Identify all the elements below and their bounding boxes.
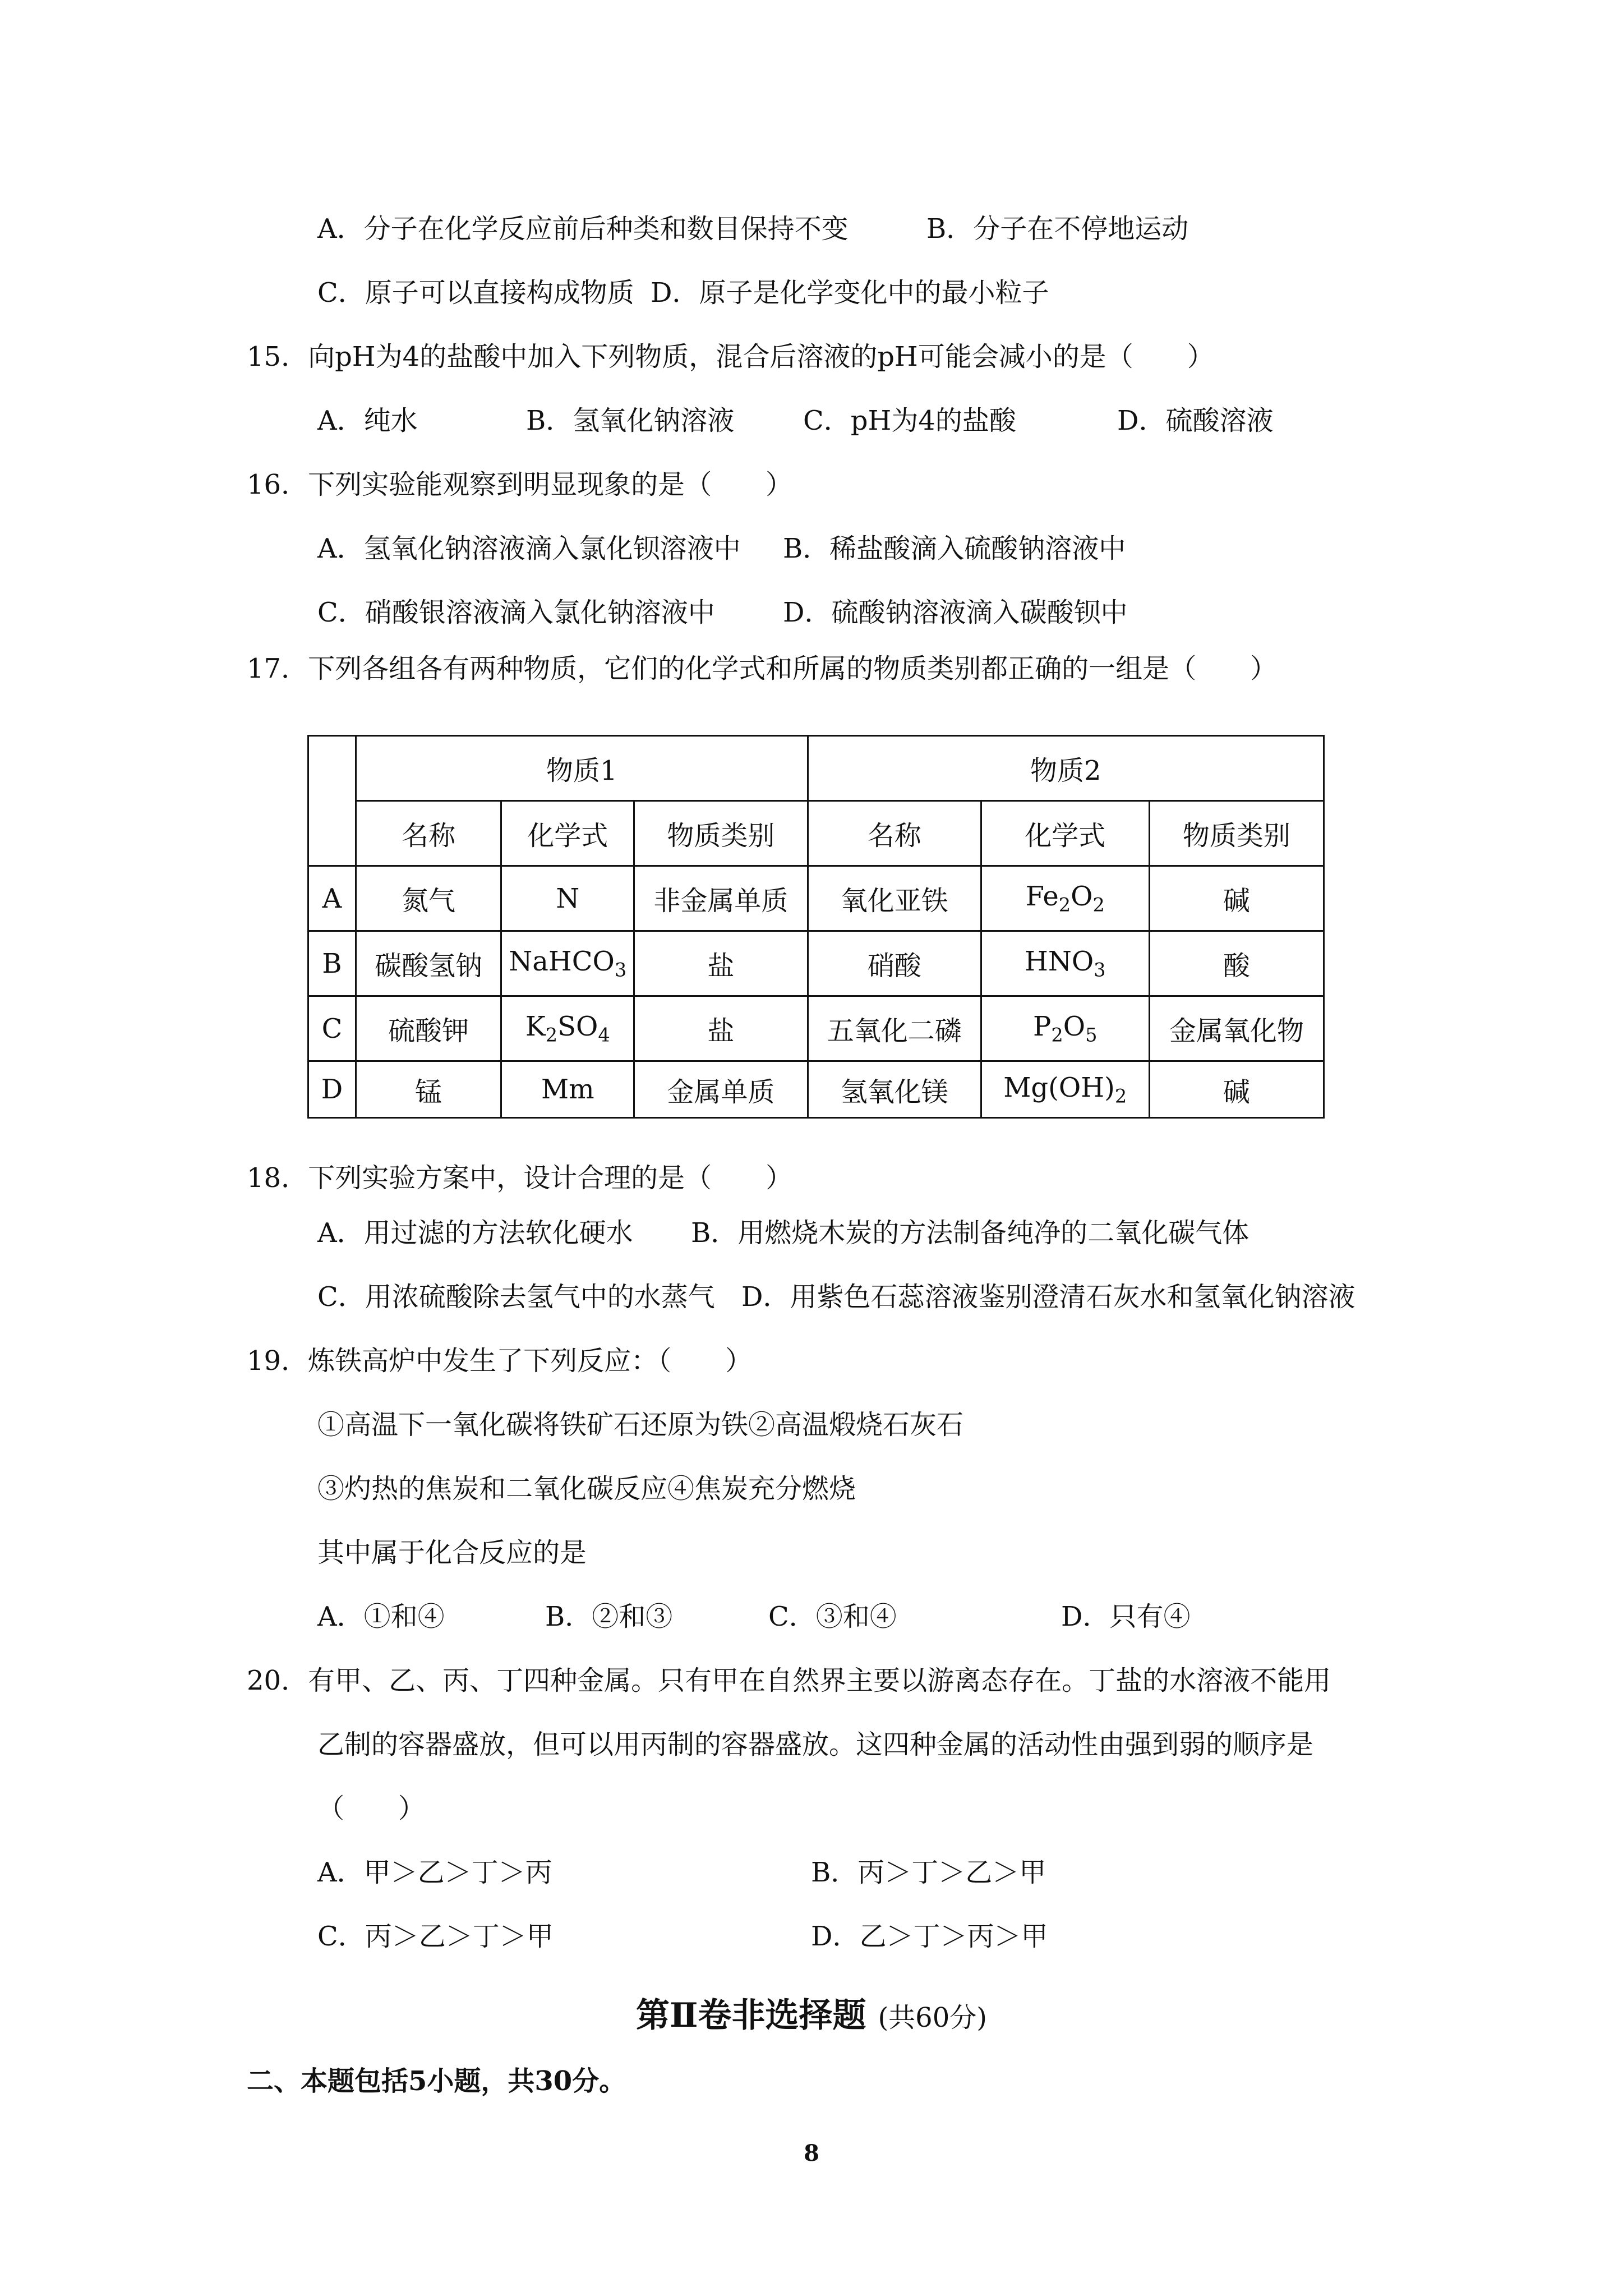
part-two-heading: 二、本题包括5小题，共30分。 — [247, 2065, 626, 2097]
name-1: 锰 — [356, 1061, 501, 1118]
header-substance-2: 物质2 — [808, 736, 1324, 801]
formula-2: $HNO_3$ — [981, 931, 1149, 996]
class-2: 碱 — [1149, 1061, 1324, 1118]
class-1: 金属单质 — [634, 1061, 808, 1118]
row-label: D — [308, 1061, 356, 1118]
q19-ask: 其中属于化合反应的是 — [317, 1537, 587, 1568]
section-title-points: (共60分) — [878, 2002, 987, 2033]
q16-option-d: D．硫酸钠溶液滴入碳酸钡中 — [783, 597, 1128, 628]
substance-table — [307, 735, 1325, 1119]
q14-option-b: B．分子在不停地运动 — [926, 213, 1189, 245]
q14-option-a: A．分子在化学反应前后种类和数目保持不变 — [317, 213, 849, 245]
name-2: 氧化亚铁 — [808, 866, 981, 931]
q20-option-c: C．丙＞乙＞丁＞甲 — [317, 1921, 554, 1952]
q19-reactions-2: ③灼热的焦炭和二氧化碳反应④焦炭充分燃烧 — [317, 1473, 856, 1504]
q19-reactions-1: ①高温下一氧化碳将铁矿石还原为铁②高温煅烧石灰石 — [317, 1409, 964, 1441]
q19-option-a: A．①和④ — [317, 1601, 445, 1632]
q20-option-a: A．甲＞乙＞丁＞丙 — [317, 1857, 552, 1888]
q15-option-d: D．硫酸溶液 — [1117, 405, 1274, 436]
formula-1: N — [501, 866, 634, 931]
row-label: B — [308, 931, 356, 996]
q20-line-3: （ ） — [317, 1793, 426, 1824]
name-1: 碳酸氢钠 — [356, 931, 501, 996]
name-1: 硫酸钾 — [356, 996, 501, 1061]
q20-line-2: 乙制的容器盛放，但可以用丙制的容器盛放。这四种金属的活动性由强到弱的顺序是 — [317, 1729, 1314, 1760]
class-1: 盐 — [634, 996, 808, 1061]
q20-option-b: B．丙＞丁＞乙＞甲 — [811, 1857, 1046, 1888]
q16-option-a: A．氢氧化钠溶液滴入氯化钡溶液中 — [317, 533, 741, 564]
formula-1: Mm — [501, 1061, 634, 1118]
section-title-main: 第Ⅱ卷非选择题 — [635, 1996, 866, 2035]
formula-2: $Mg(OH)_2$ — [981, 1061, 1149, 1118]
header-name-2: 名称 — [808, 801, 981, 866]
q18-option-a: A．用过滤的方法软化硬水 — [317, 1217, 633, 1249]
q20-option-d: D．乙＞丁＞丙＞甲 — [811, 1921, 1048, 1952]
q14-option-c: C．原子可以直接构成物质 — [317, 277, 634, 309]
header-class-2: 物质类别 — [1149, 801, 1324, 866]
table-row — [308, 996, 1324, 1061]
name-2: 硝酸 — [808, 931, 981, 996]
q18-stem: 18．下列实验方案中，设计合理的是（ ） — [247, 1162, 793, 1194]
page-number: 8 — [804, 2140, 819, 2166]
formula-2: $Fe_2O_2$ — [981, 866, 1149, 931]
q19-option-b: B．②和③ — [545, 1601, 673, 1632]
header-substance-1: 物质1 — [356, 736, 808, 801]
header-formula-1: 化学式 — [501, 801, 634, 866]
formula-1: $K_2SO_4$ — [501, 996, 634, 1061]
formula-2: $P_2O_5$ — [981, 996, 1149, 1061]
q16-stem: 16．下列实验能观察到明显现象的是（ ） — [247, 469, 793, 500]
section-title — [0, 1993, 1623, 2040]
class-1: 盐 — [634, 931, 808, 996]
row-label: C — [308, 996, 356, 1061]
header-name-1: 名称 — [356, 801, 501, 866]
class-1: 非金属单质 — [634, 866, 808, 931]
formula-1: NaHCO$_3$ — [501, 931, 634, 996]
q17-stem: 17．下列各组各有两种物质，它们的化学式和所属的物质类别都正确的一组是（ ） — [247, 653, 1278, 684]
q14-option-d: D．原子是化学变化中的最小粒子 — [651, 277, 1049, 309]
table-row — [308, 866, 1324, 931]
class-2: 碱 — [1149, 866, 1324, 931]
q15-option-b: B．氢氧化钠溶液 — [526, 405, 735, 436]
q18-option-b: B．用燃烧木炭的方法制备纯净的二氧化碳气体 — [691, 1217, 1249, 1249]
class-2: 酸 — [1149, 931, 1324, 996]
table-corner-cell — [308, 736, 356, 866]
header-class-1: 物质类别 — [634, 801, 808, 866]
q15-option-a: A．纯水 — [317, 405, 418, 436]
name-2: 五氧化二磷 — [808, 996, 981, 1061]
q16-option-b: B．稀盐酸滴入硫酸钠溶液中 — [783, 533, 1126, 564]
table-row — [308, 1061, 1324, 1118]
q16-option-c: C．硝酸银溶液滴入氯化钠溶液中 — [317, 597, 715, 628]
q18-option-d: D．用紫色石蕊溶液鉴别澄清石灰水和氢氧化钠溶液 — [741, 1281, 1355, 1313]
q19-stem: 19．炼铁高炉中发生了下列反应：（ ） — [247, 1345, 753, 1377]
q19-option-c: C．③和④ — [768, 1601, 897, 1632]
row-label: A — [308, 866, 356, 931]
q15-option-c: C．pH为4的盐酸 — [803, 405, 1016, 436]
q20-line-1: 20．有甲、乙、丙、丁四种金属。只有甲在自然界主要以游离态存在。丁盐的水溶液不能用 — [247, 1665, 1331, 1696]
table-row — [308, 931, 1324, 996]
q18-option-c: C．用浓硫酸除去氢气中的水蒸气 — [317, 1281, 715, 1313]
name-2: 氢氧化镁 — [808, 1061, 981, 1118]
q19-option-d: D．只有④ — [1061, 1601, 1191, 1632]
class-2: 金属氧化物 — [1149, 996, 1324, 1061]
header-formula-2: 化学式 — [981, 801, 1149, 866]
name-1: 氮气 — [356, 866, 501, 931]
q15-stem: 15．向pH为4的盐酸中加入下列物质，混合后溶液的pH可能会减小的是（ ） — [247, 341, 1214, 372]
